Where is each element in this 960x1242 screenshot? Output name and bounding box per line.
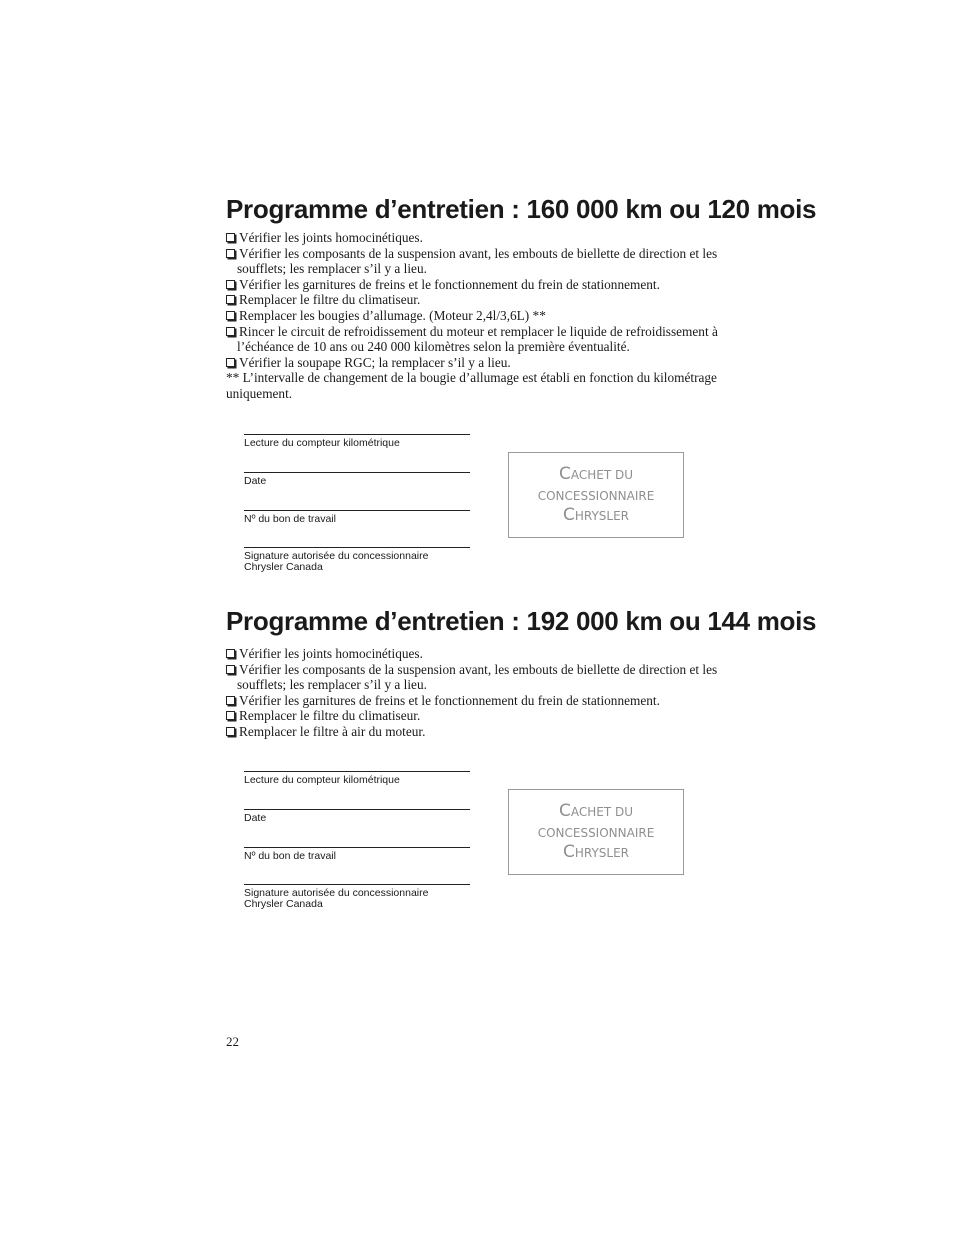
- section-title: Programme d’entretien : 192 000 km ou 144 mois: [226, 606, 817, 636]
- signature-field[interactable]: Signature autorisée du concessionnaire Chrysler Canada: [244, 884, 470, 910]
- date-field[interactable]: Date: [244, 472, 470, 487]
- checkbox-icon[interactable]: [226, 311, 235, 320]
- checkbox-icon[interactable]: [226, 665, 235, 674]
- odometer-field[interactable]: Lecture du compteur kilométrique: [244, 771, 470, 786]
- page-number: 22: [226, 1034, 239, 1049]
- dealer-stamp-box: CACHET DU CONCESSIONNAIRE CHRYSLER: [508, 452, 684, 538]
- checkbox-icon[interactable]: [226, 295, 235, 304]
- signature-field[interactable]: Signature autorisée du concessionnaire Chrysler Canada: [244, 547, 470, 573]
- footnote: ** L’intervalle de changement de la bougie d’allumage est établi en fonction du kilométrage uniquement.: [226, 370, 717, 401]
- checklist-item: Remplacer le filtre du climatiseur.: [226, 292, 746, 308]
- checklist-item: Vérifier les joints homocinétiques.: [226, 646, 746, 662]
- checkbox-icon[interactable]: [226, 711, 235, 720]
- checklist-item: Remplacer les bougies d’allumage. (Moteur 2,4l/3,6L) **: [226, 308, 746, 324]
- work-order-field[interactable]: Nº du bon de travail: [244, 510, 470, 525]
- checklist-item: Vérifier les garnitures de freins et le fonctionnement du frein de stationnement.: [226, 277, 746, 293]
- checklist-item: Rincer le circuit de refroidissement du moteur et remplacer le liquide de refroidissement à l’échéance de 10 ans ou 240 000 kilomètres selon la première éventualité.: [226, 324, 746, 355]
- date-field[interactable]: Date: [244, 809, 470, 824]
- checkbox-icon[interactable]: [226, 727, 235, 736]
- odometer-field[interactable]: Lecture du compteur kilométrique: [244, 434, 470, 449]
- checklist: [226, 646, 746, 740]
- checkbox-icon[interactable]: [226, 696, 235, 705]
- checkbox-icon[interactable]: [226, 649, 235, 658]
- checklist-item: Vérifier les garnitures de freins et le fonctionnement du frein de stationnement.: [226, 693, 746, 709]
- checklist-item: Vérifier les joints homocinétiques.: [226, 230, 746, 246]
- maintenance-section-192000: [226, 606, 817, 740]
- maintenance-section-160000: [226, 194, 817, 402]
- checklist-item: Vérifier la soupape RGC; la remplacer s’il y a lieu.: [226, 355, 746, 371]
- checklist: [226, 230, 746, 370]
- checkbox-icon[interactable]: [226, 280, 235, 289]
- section-title: Programme d’entretien : 160 000 km ou 120 mois: [226, 194, 817, 224]
- checkbox-icon[interactable]: [226, 327, 235, 336]
- checklist-item: Vérifier les composants de la suspension avant, les embouts de biellette de direction et les soufflets; les remplacer s’il y a lieu.: [226, 246, 746, 277]
- checklist-item: Vérifier les composants de la suspension avant, les embouts de biellette de direction et les soufflets; les remplacer s’il y a lieu.: [226, 662, 746, 693]
- checkbox-icon[interactable]: [226, 249, 235, 258]
- work-order-field[interactable]: Nº du bon de travail: [244, 847, 470, 862]
- checklist-item: Remplacer le filtre à air du moteur.: [226, 724, 746, 740]
- checkbox-icon[interactable]: [226, 358, 235, 367]
- checklist-item: Remplacer le filtre du climatiseur.: [226, 708, 746, 724]
- checkbox-icon[interactable]: [226, 233, 235, 242]
- dealer-stamp-box: CACHET DU CONCESSIONNAIRE CHRYSLER: [508, 789, 684, 875]
